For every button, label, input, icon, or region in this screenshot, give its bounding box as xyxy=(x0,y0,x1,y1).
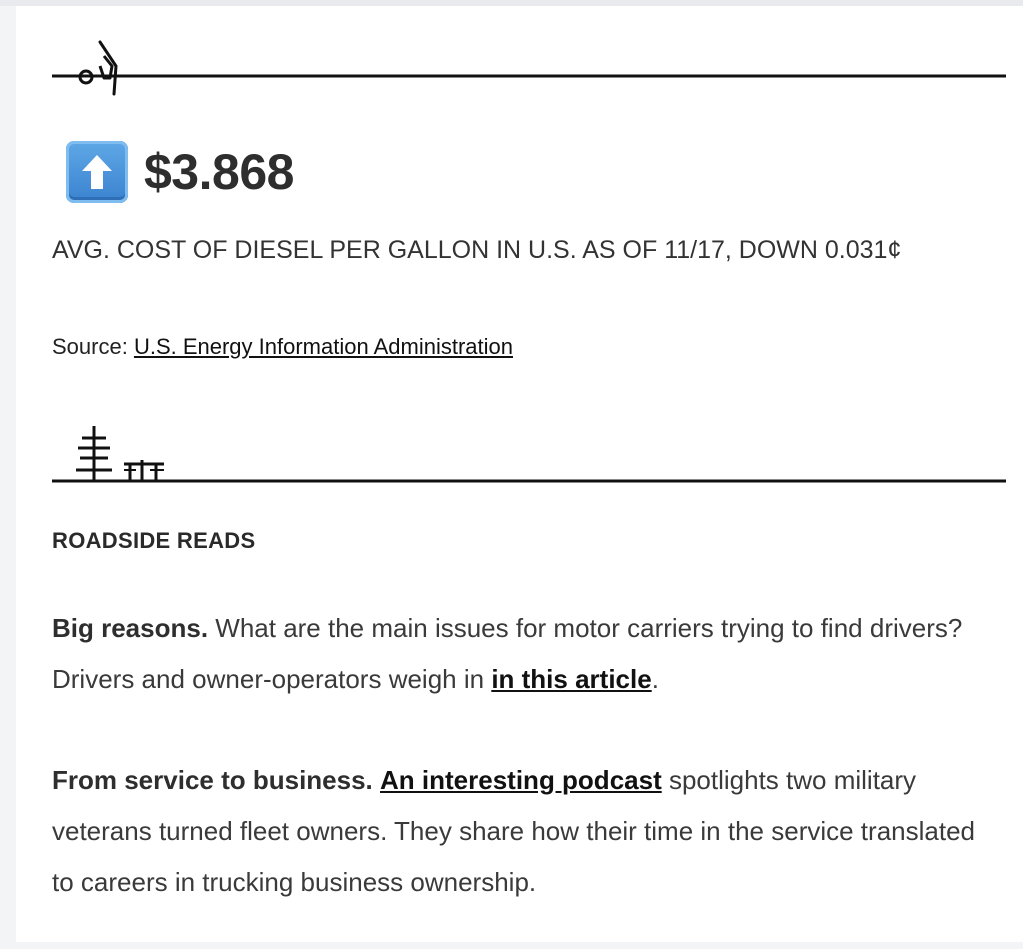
source-line xyxy=(52,334,513,360)
article-link[interactable]: in this article xyxy=(491,664,652,694)
article-item xyxy=(52,603,992,705)
article-item xyxy=(52,755,992,908)
article-lead: From service to business. xyxy=(52,765,373,795)
source-label: Source: xyxy=(52,334,134,359)
article-lead: Big reasons. xyxy=(52,613,209,643)
source-link[interactable]: U.S. Energy Information Administration xyxy=(133,334,513,359)
fuel-price-row xyxy=(66,140,294,204)
podcast-link[interactable]: An interesting podcast xyxy=(380,765,662,795)
trees-icon xyxy=(52,424,1006,484)
road-trees-divider xyxy=(52,424,1006,484)
diesel-price: $3.868 xyxy=(144,144,294,200)
diesel-price-description: AVG. COST OF DIESEL PER GALLON IN U.S. AS OF 11/17, DOWN 0.031¢ xyxy=(52,236,902,264)
article-text: What are the main issues for motor carriers trying to find drivers? Drivers and owner-operators weigh in xyxy=(52,613,963,694)
fuel-pump-icon xyxy=(52,36,1006,96)
section-title: ROADSIDE READS xyxy=(52,528,256,553)
fuel-pump-divider xyxy=(52,36,1006,96)
article-text xyxy=(373,765,380,795)
article-text-end: spotlights two military veterans turned fleet owners. They share how their time in the service translated to careers in trucking business ownership. xyxy=(52,765,975,897)
newsletter-card xyxy=(16,6,1023,942)
up-arrow-icon xyxy=(66,141,128,203)
article-text-end: . xyxy=(651,664,659,694)
